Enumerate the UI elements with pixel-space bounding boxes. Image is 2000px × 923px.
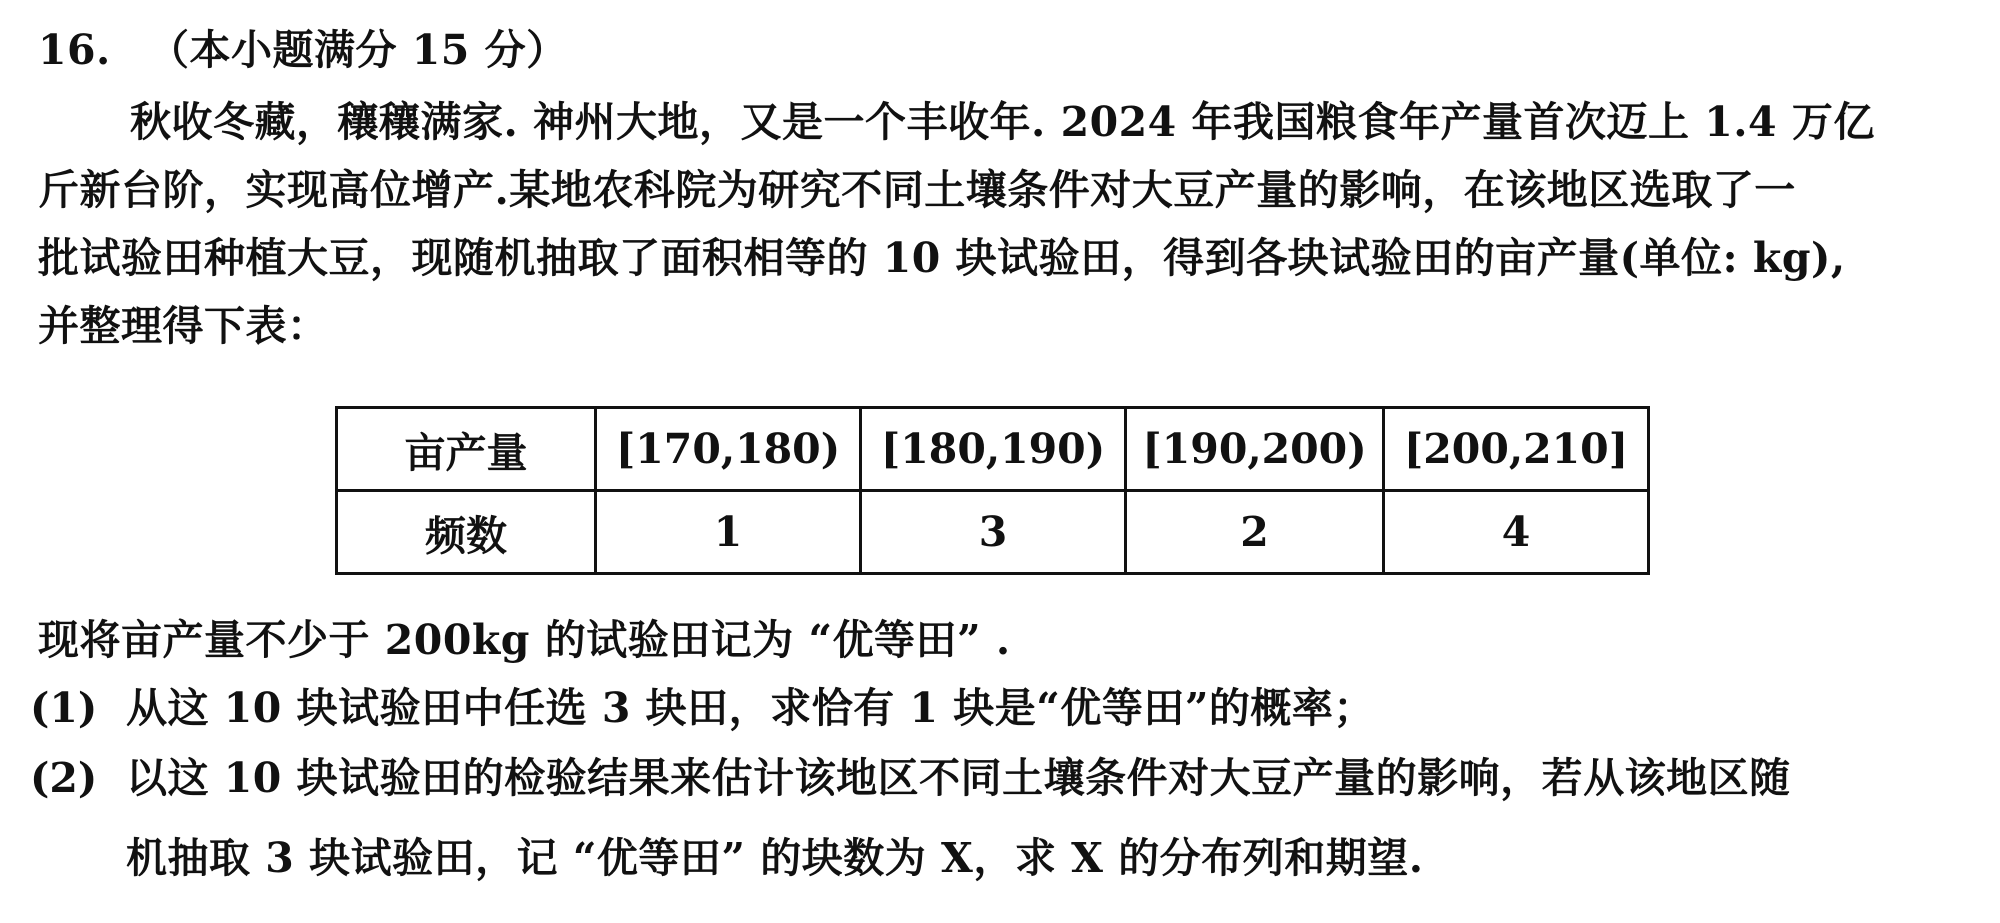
intro-line-2: 斤新台阶，实现高位增产.某地农科院为研究不同土壤条件对大豆产量的影响，在该地区选取了一 xyxy=(38,166,1796,214)
part-2-line-2: 机抽取 3 块试验田，记 “优等田” 的块数为 X，求 X 的分布列和期望. xyxy=(126,834,1424,882)
table-cell: [180,190) xyxy=(861,408,1126,491)
table-cell: 3 xyxy=(861,491,1126,574)
table-cell: [190,200) xyxy=(1126,408,1384,491)
table-cell: 频数 xyxy=(337,491,596,574)
score-note: （本小题满分 15 分） xyxy=(148,26,568,74)
definition-line: 现将亩产量不少于 200kg 的试验田记为 “优等田” . xyxy=(38,616,1011,664)
table-cell: 亩产量 xyxy=(337,408,596,491)
table-cell: 2 xyxy=(1126,491,1384,574)
problem-number: 16. xyxy=(38,26,111,74)
table-cell: [170,180) xyxy=(596,408,861,491)
intro-line-1: 秋收冬藏，穰穰满家. 神州大地，又是一个丰收年. 2024 年我国粮食年产量首次迈上 1.4 万亿 xyxy=(130,98,1875,146)
yield-frequency-table xyxy=(335,406,1650,575)
table-cell: [200,210] xyxy=(1384,408,1649,491)
table-cell: 4 xyxy=(1384,491,1649,574)
table-row xyxy=(337,491,1649,574)
part-1-line-1: 从这 10 块试验田中任选 3 块田，求恰有 1 块是“优等田”的概率； xyxy=(126,684,1375,732)
table-cell: 1 xyxy=(596,491,861,574)
part-2-label: (2) xyxy=(30,754,98,802)
problem-header xyxy=(38,22,568,78)
intro-line-4: 并整理得下表： xyxy=(38,302,329,350)
part-1-label: (1) xyxy=(30,684,98,732)
part-2-line-1: 以这 10 块试验田的检验结果来估计该地区不同土壤条件对大豆产量的影响，若从该地区随 xyxy=(126,754,1791,802)
table-header-row xyxy=(337,408,1649,491)
intro-line-3: 批试验田种植大豆，现随机抽取了面积相等的 10 块试验田，得到各块试验田的亩产量(单位: kg), xyxy=(38,234,1846,282)
